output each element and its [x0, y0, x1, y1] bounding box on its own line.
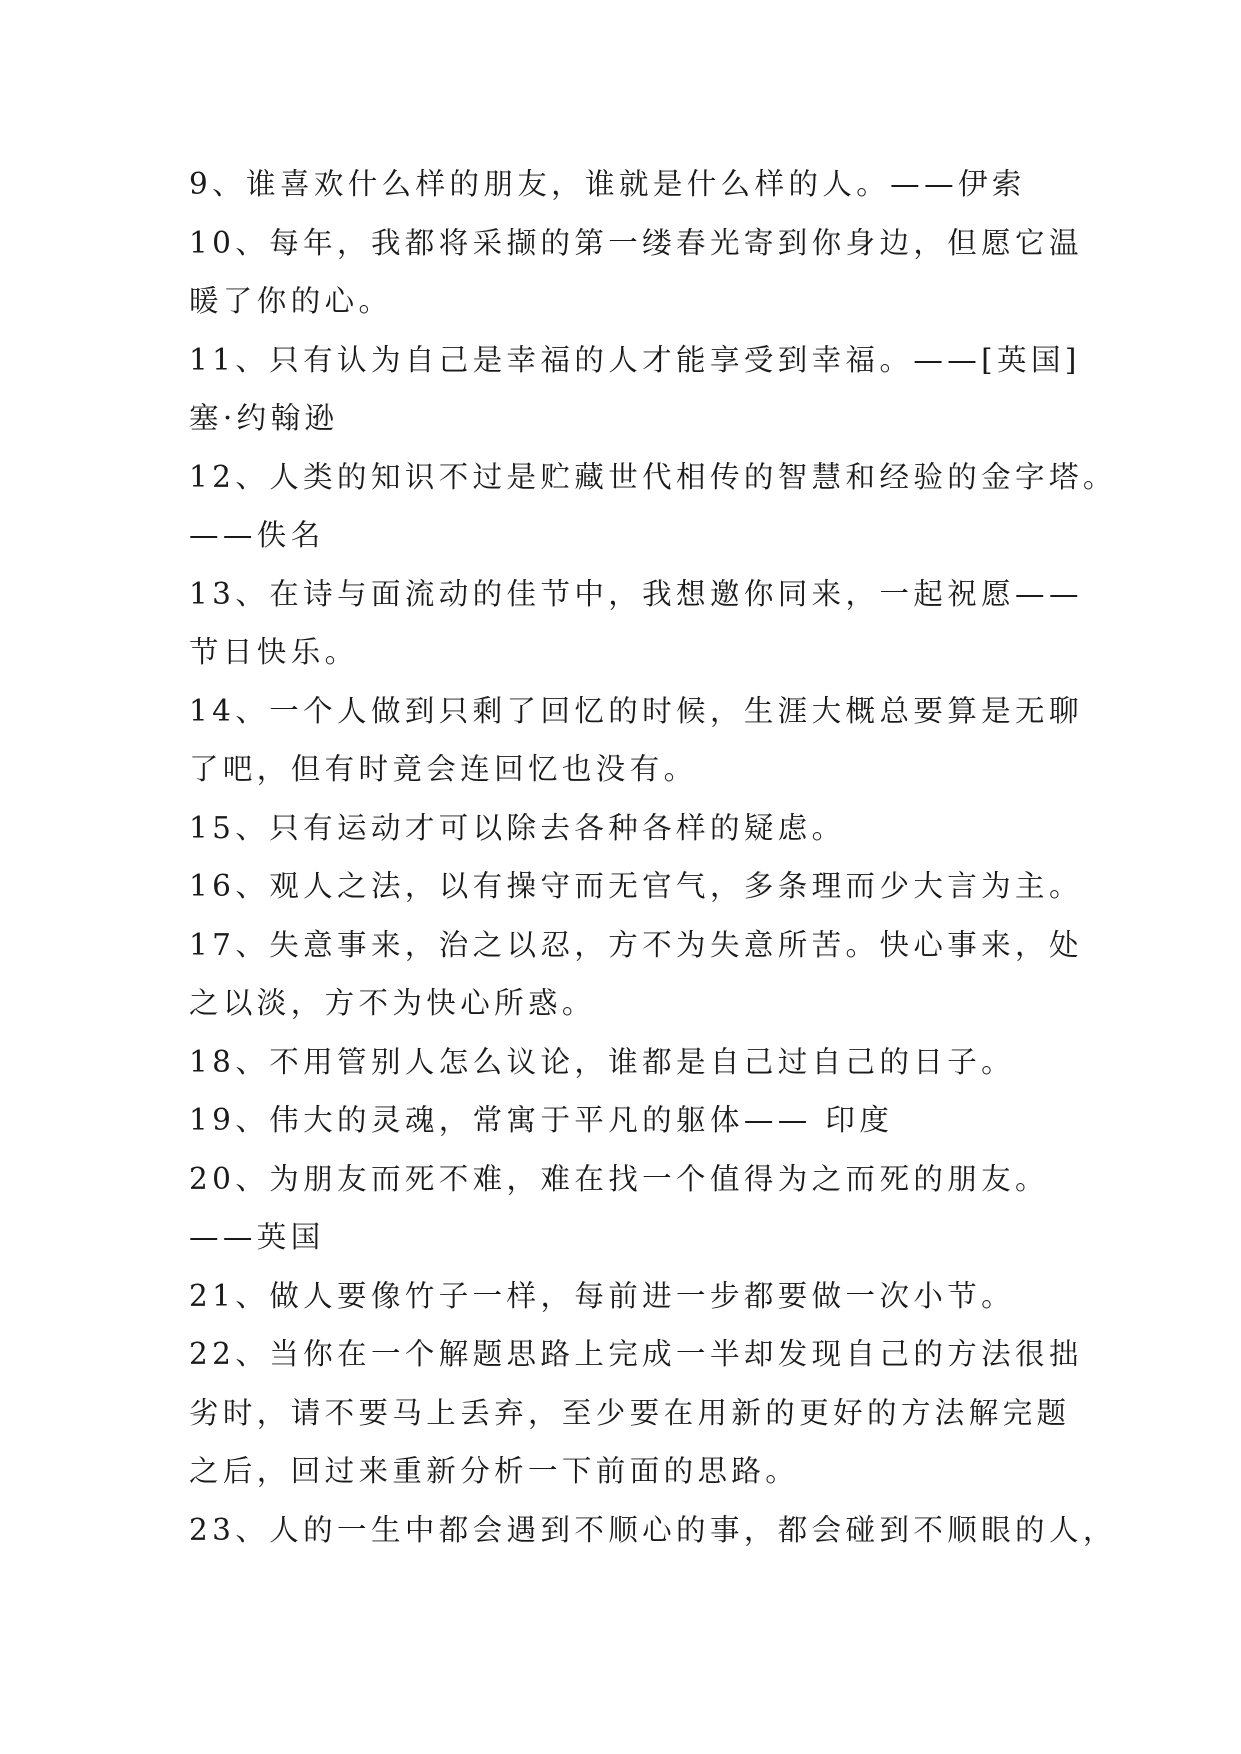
text-line: 9、谁喜欢什么样的朋友，谁就是什么样的人。——伊索 [189, 167, 1026, 201]
text-line: 暖了你的心。 [189, 284, 393, 318]
text-line: ——英国 [189, 1220, 325, 1254]
text-line: 21、做人要像竹子一样，每前进一步都要做一次小节。 [189, 1278, 1016, 1313]
text-line: 17、失意事来，治之以忍，方不为失意所苦。快心事来，处 [189, 927, 1083, 962]
text-line: 之后，回过来重新分析一下前面的思路。 [189, 1454, 800, 1488]
text-line: 节日快乐。 [189, 635, 359, 669]
text-line: 13、在诗与面流动的佳节中，我想邀你同来，一起祝愿—— [189, 576, 1083, 611]
text-line: 10、每年，我都将采撷的第一缕春光寄到你身边，但愿它温 [189, 225, 1083, 260]
text-line: 塞·约翰逊 [189, 401, 339, 435]
text-line: 19、伟大的灵魂，常寓于平凡的躯体—— 印度 [189, 1103, 894, 1137]
text-line: 22、当你在一个解题思路上完成一半却发现自己的方法很拙 [189, 1337, 1083, 1371]
text-line: 14、一个人做到只剩了回忆的时候，生涯大概总要算是无聊 [189, 693, 1083, 728]
text-line: 之以淡，方不为快心所惑。 [189, 986, 596, 1020]
text-line: ——佚名 [189, 518, 325, 552]
text-line: 16、观人之法，以有操守而无官气，多条理而少大言为主。 [189, 869, 1083, 903]
text-line: 了吧，但有时竟会连回忆也没有。 [189, 752, 698, 786]
text-line: 劣时，请不要马上丢弃，至少要在用新的更好的方法解完题 [189, 1395, 1071, 1430]
text-line: 11、只有认为自己是幸福的人才能享受到幸福。——[英国] [189, 342, 1081, 377]
text-body [189, 155, 1117, 1559]
text-line: 15、只有运动才可以除去各种各样的疑虑。 [189, 810, 846, 845]
text-line: 18、不用管别人怎么议论，谁都是自己过自己的日子。 [189, 1044, 1016, 1079]
text-line: 20、为朋友而死不难，难在找一个值得为之而死的朋友。 [189, 1161, 1049, 1196]
text-line: 12、人类的知识不过是贮藏世代相传的智慧和经验的金字塔。 [189, 459, 1117, 494]
text-line: 23、人的一生中都会遇到不顺心的事，都会碰到不顺眼的人， [189, 1512, 1117, 1547]
